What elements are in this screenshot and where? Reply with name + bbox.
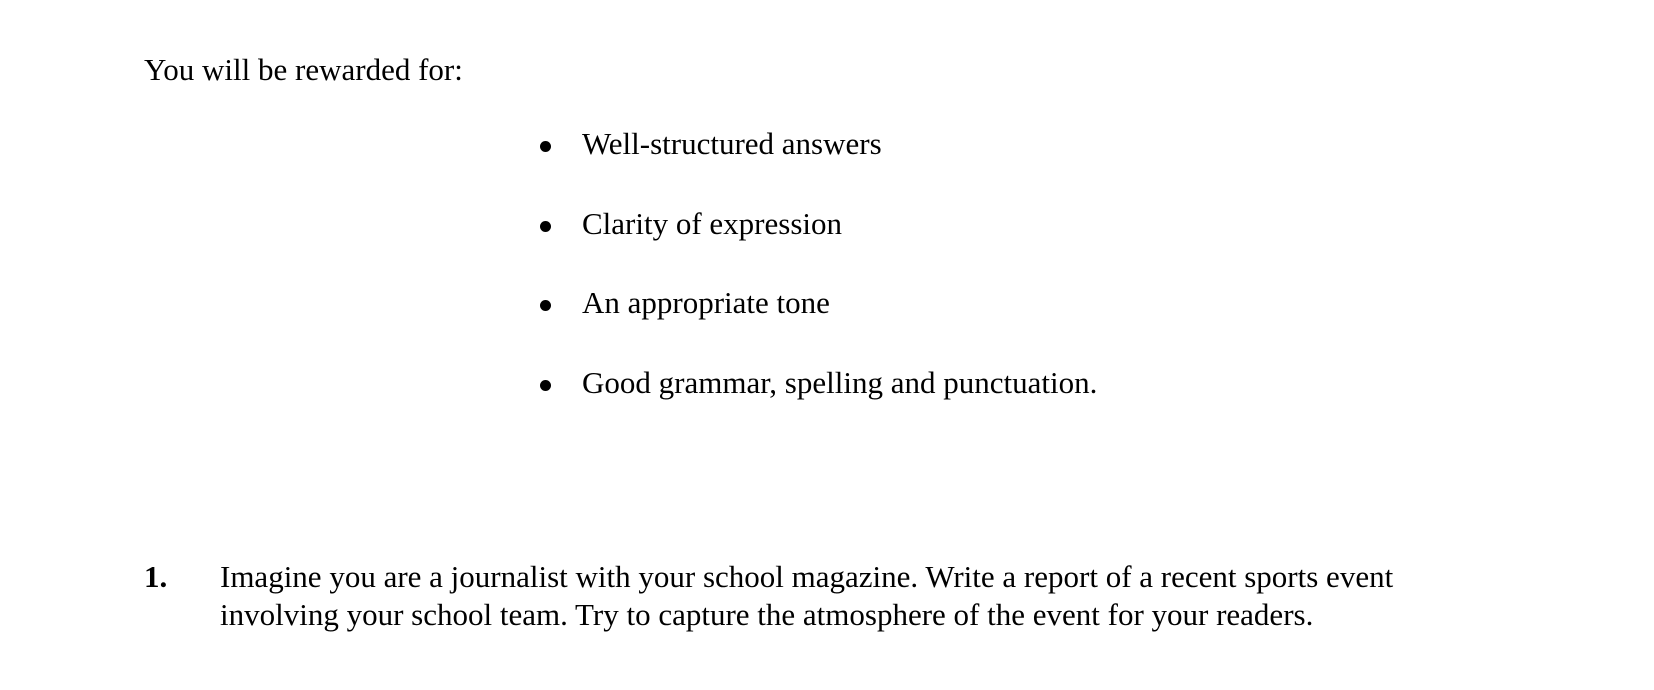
criterion-text: Clarity of expression <box>582 205 843 241</box>
criterion-text: Good grammar, spelling and punctuation. <box>582 364 1098 400</box>
bullet-icon <box>540 221 551 232</box>
bullet-icon <box>540 300 551 311</box>
criterion-text: Well-structured answers <box>582 126 882 161</box>
intro-text: You will be rewarded for: <box>144 52 463 87</box>
bullet-icon <box>540 380 551 391</box>
question-line: Imagine you are a journalist with your school magazine. Write a report of a recent sports event <box>220 559 1394 594</box>
criterion-text: An appropriate tone <box>582 285 830 320</box>
question-text <box>220 558 1540 634</box>
question-number: 1. <box>144 559 168 594</box>
question-line: involving your school team. Try to capture the atmosphere of the event for your readers. <box>220 597 1314 632</box>
bullet-icon <box>540 141 551 152</box>
